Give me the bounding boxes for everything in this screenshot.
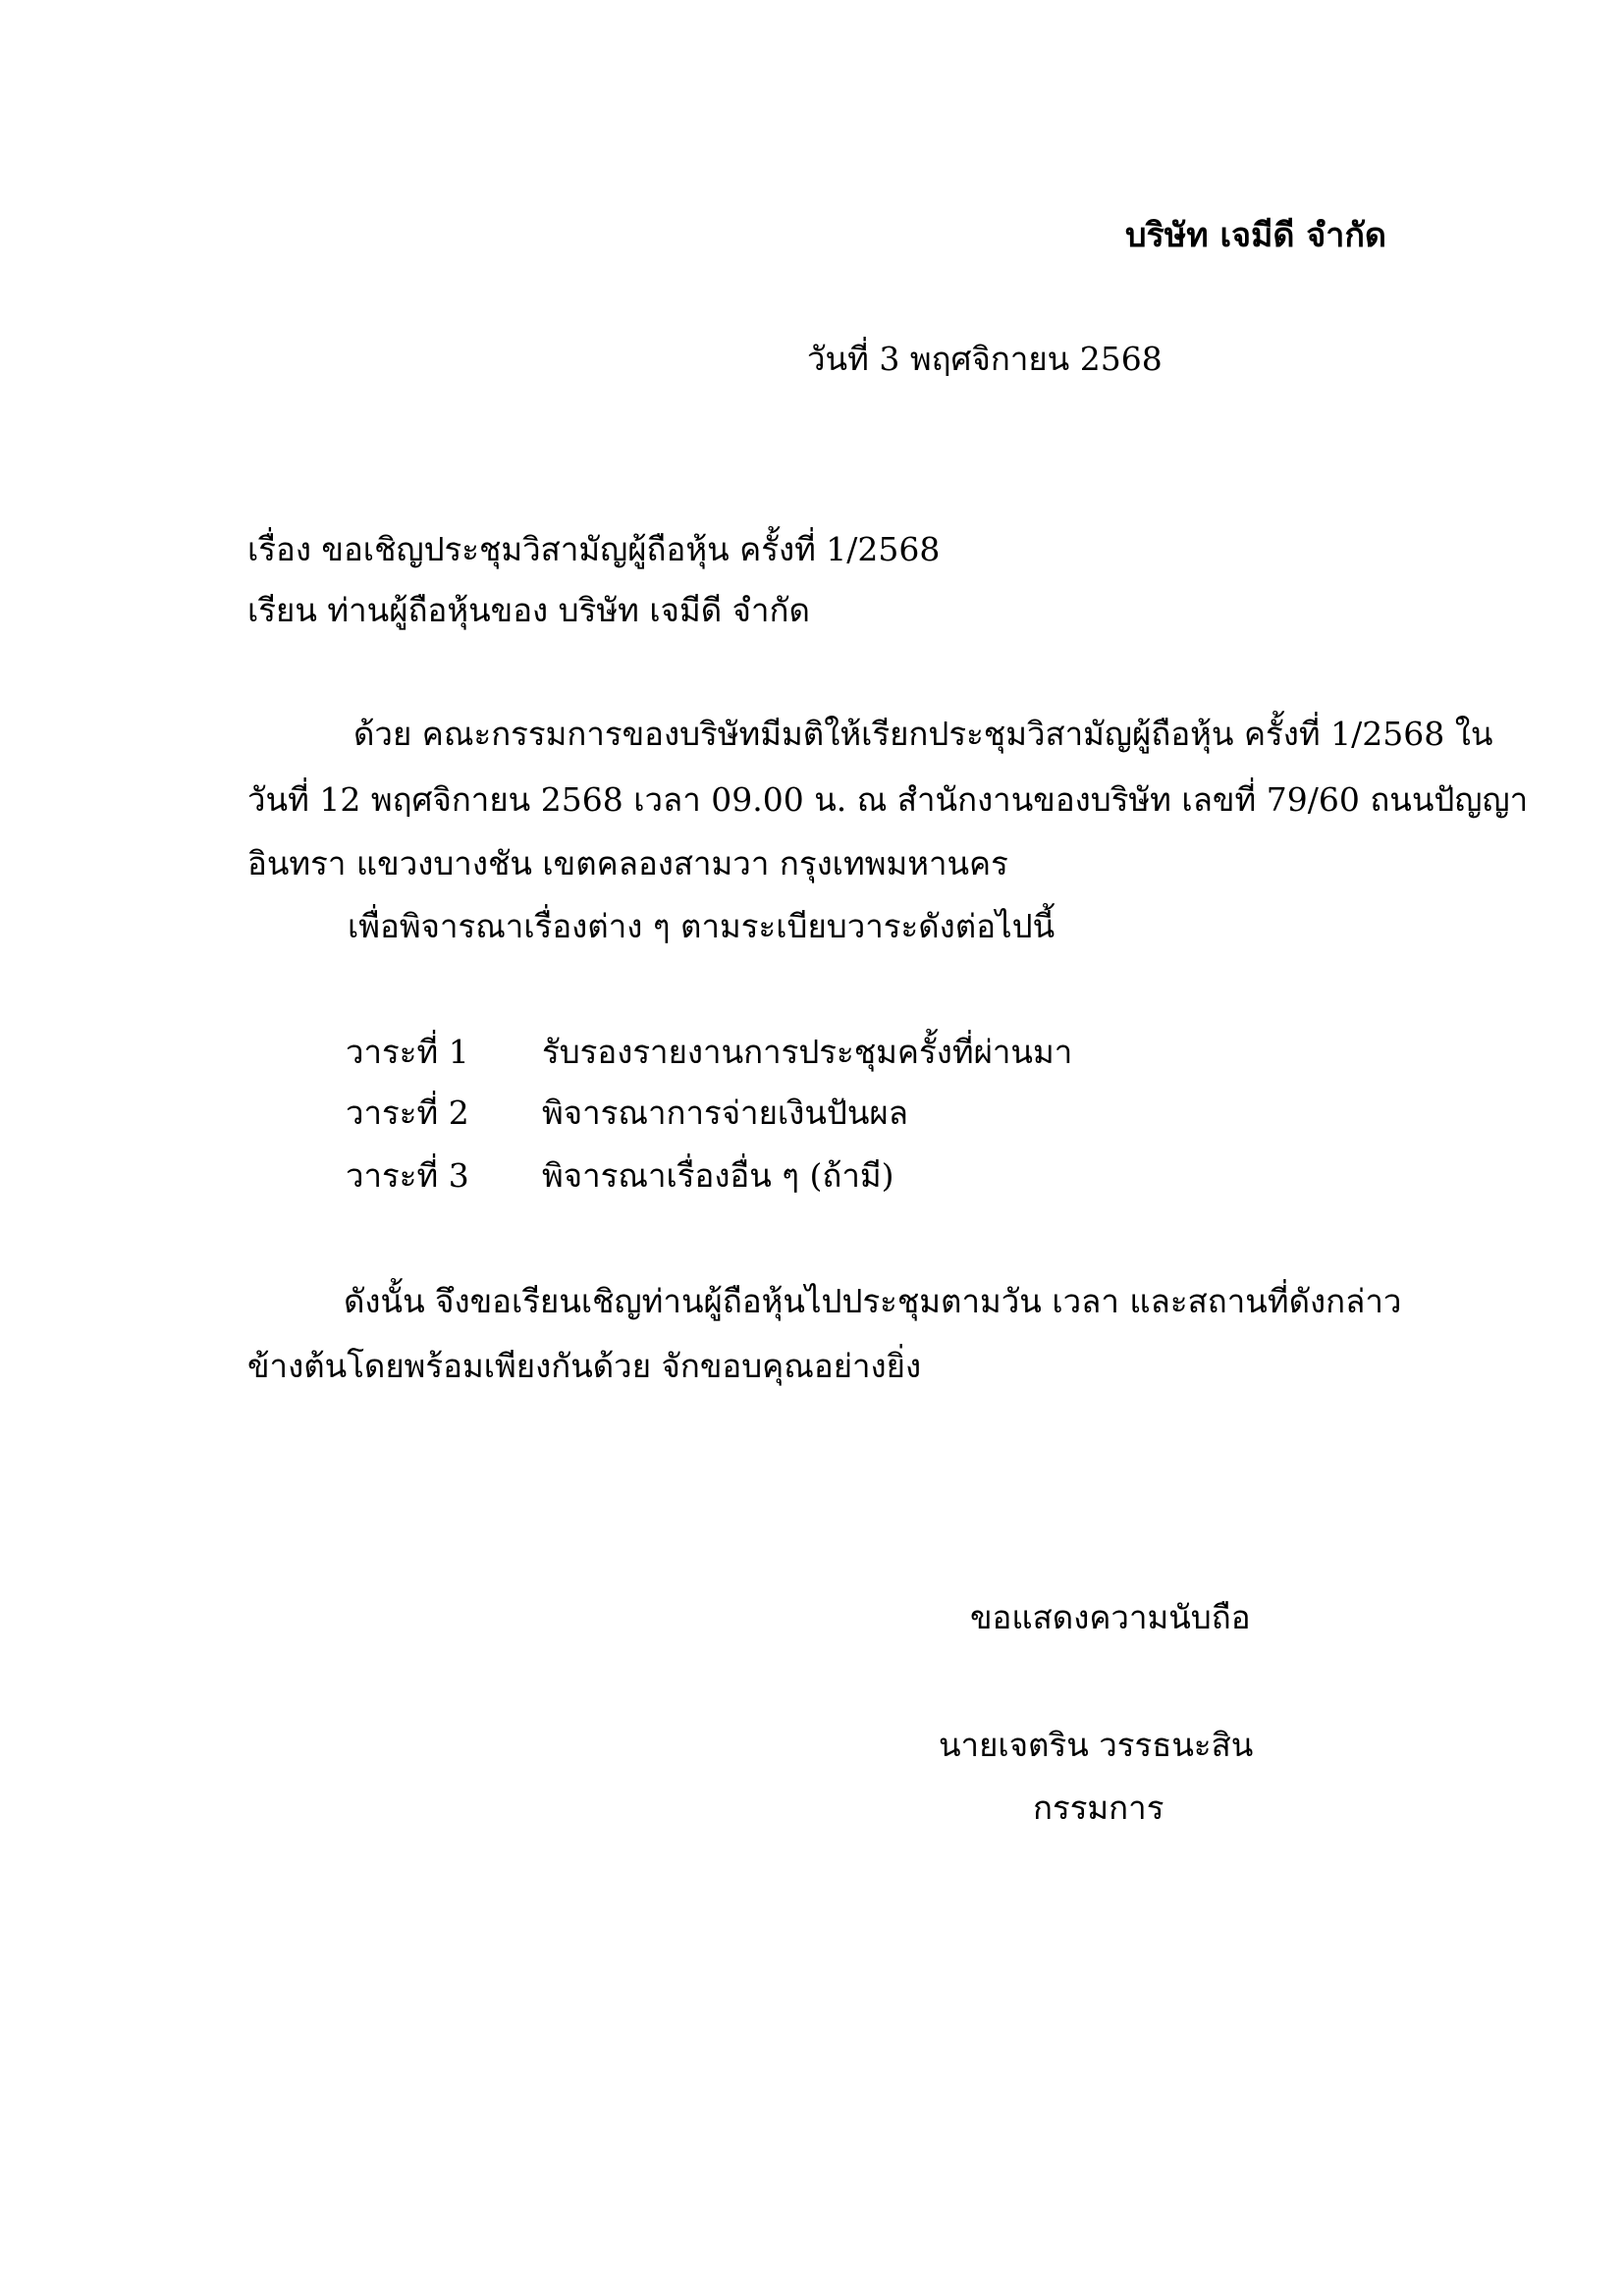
- signer-title: กรรมการ: [1033, 1789, 1164, 1827]
- agenda-number: วาระที่ 3: [346, 1156, 469, 1195]
- closing-line-1: ดังนั้น จึงขอเรียนเชิญท่านผู้ถือหุ้นไปประชุมตามวัน เวลา และสถานที่ดังกล่าว: [344, 1282, 1402, 1320]
- agenda-number: วาระที่ 2: [346, 1094, 469, 1132]
- closing-line-2: ข้างต้นโดยพร้อมเพียงกันด้วย จักขอบคุณอย่างยิ่ง: [247, 1347, 922, 1385]
- body-line-4: เพื่อพิจารณาเรื่องต่าง ๆ ตามระเบียบวาระดังต่อไปนี้: [348, 907, 1056, 945]
- regards: ขอแสดงความนับถือ: [970, 1598, 1251, 1636]
- agenda-text: พิจารณาเรื่องอื่น ๆ (ถ้ามี): [542, 1156, 894, 1195]
- agenda-text: รับรองรายงานการประชุมครั้งที่ผ่านมา: [542, 1033, 1073, 1071]
- letter-subject: เรื่อง ขอเชิญประชุมวิสามัญผู้ถือหุ้น ครั้งที่ 1/2568: [247, 530, 941, 568]
- company-name: บริษัท เจมีดี จำกัด: [1124, 216, 1386, 255]
- body-line-2: วันที่ 12 พฤศจิกายน 2568 เวลา 09.00 น. ณ สำนักงานของบริษัท เลขที่ 79/60 ถนนปัญญา: [247, 780, 1529, 819]
- signer-name: นายเจตริน วรรธนะสิน: [939, 1726, 1254, 1764]
- letter-recipient: เรียน ท่านผู้ถือหุ้นของ บริษัท เจมีดี จำกัด: [247, 591, 810, 629]
- body-line-3: อินทรา แขวงบางชัน เขตคลองสามวา กรุงเทพมหานคร: [247, 844, 1008, 882]
- agenda-number: วาระที่ 1: [346, 1033, 469, 1071]
- body-line-1: ด้วย คณะกรรมการของบริษัทมีมติให้เรียกประชุมวิสามัญผู้ถือหุ้น ครั้งที่ 1/2568 ใน: [353, 715, 1493, 753]
- letter-date: วันที่ 3 พฤศจิกายน 2568: [807, 340, 1163, 378]
- agenda-text: พิจารณาการจ่ายเงินปันผล: [542, 1094, 908, 1132]
